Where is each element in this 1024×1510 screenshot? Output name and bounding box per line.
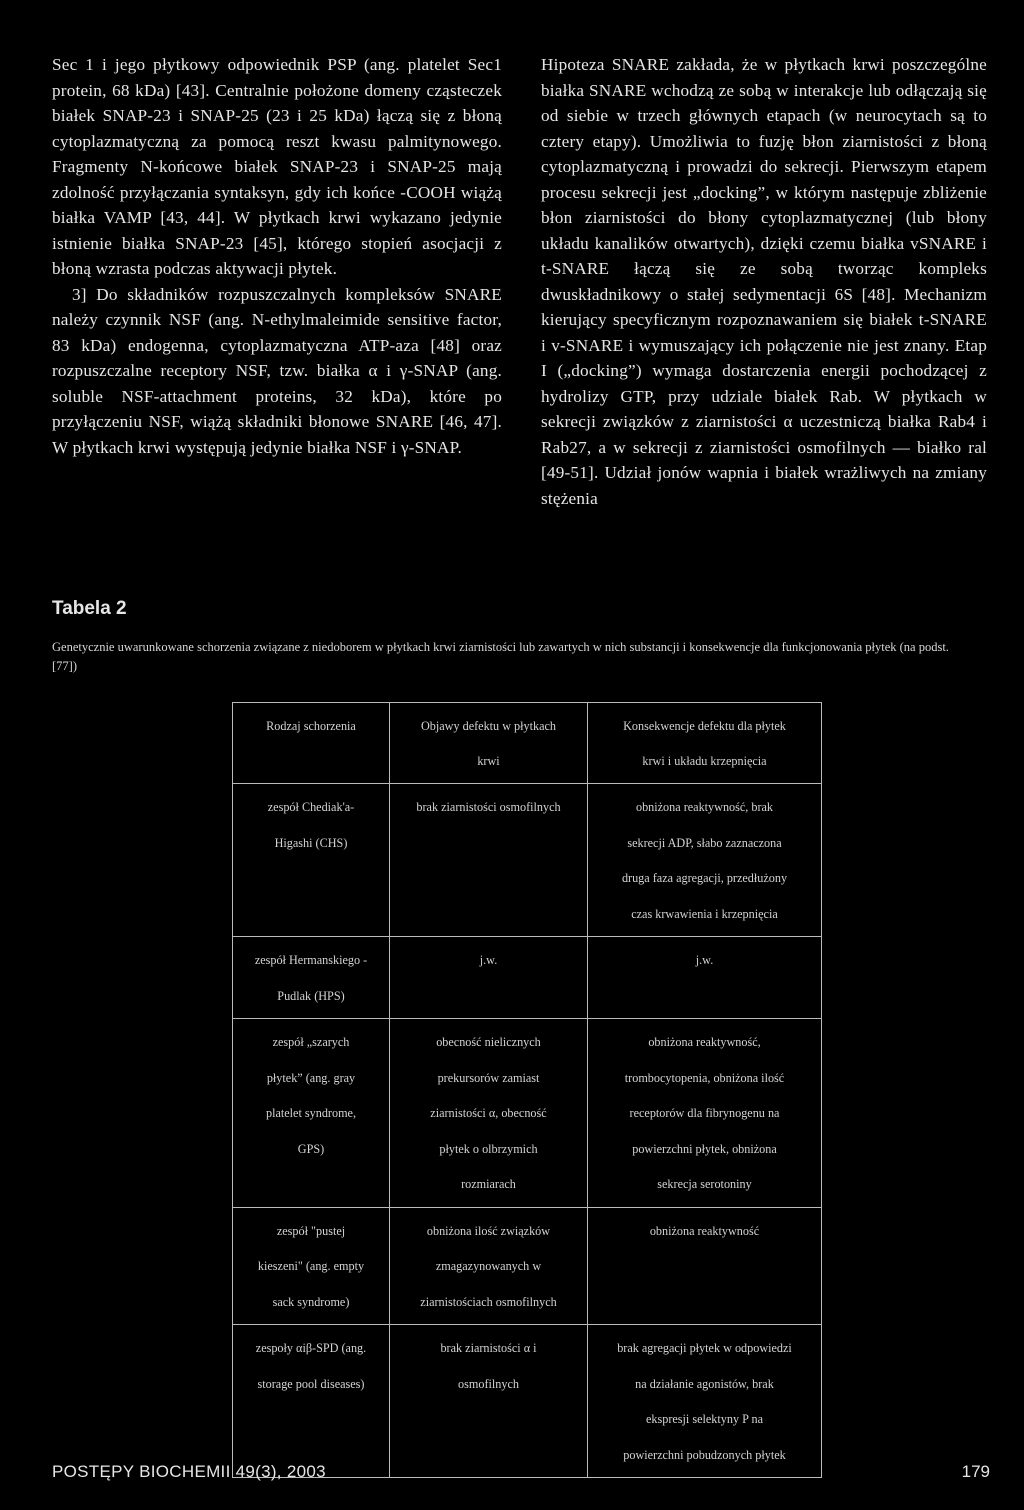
cell-line: czas krwawienia i krzepnięcia	[631, 906, 778, 921]
cell-line: zespół Chediak'a-	[267, 800, 355, 814]
cell-line: powierzchni pobudzonych płytek	[623, 1447, 786, 1462]
cell-line: osmofilnych	[458, 1376, 519, 1391]
left-paragraph-1: Sec 1 i jego płytkowy odpowiednik PSP (ang. platelet Sec1 protein, 68 kDa) [43]. Centralnie położone domeny cząsteczek białek SNAP-23 i SNAP-25 (23 i 25 kDa) łączą się z błoną cytoplazmatyczną za pomocą reszt kwasu palmitynowego. Fragmenty N-końcowe białek SNAP-23 i SNAP-25 mają zdolność przyłączania syntaksyn, gdy ich końce -COOH wiążą białka VAMP [43, 44]. W płytkach krwi wykazano jedynie istnienie białka SNAP-23 [45], którego stopień asocjacji z błoną wzrasta podczas aktywacji płytek.	[52, 55, 502, 278]
table-row	[233, 1207, 822, 1325]
cell-line: trombocytopenia, obniżona ilość	[624, 1070, 785, 1085]
cell-line: obecność nielicznych	[436, 1035, 541, 1049]
cell-line: obniżona reaktywność,	[648, 1035, 761, 1049]
cell-consequences	[588, 1207, 822, 1325]
cell-line: storage pool diseases)	[257, 1376, 365, 1391]
cell-line: zmagazynowanych w	[435, 1259, 542, 1273]
page-number: 179	[961, 1462, 990, 1481]
cell-line: zespół "pustej	[276, 1223, 346, 1238]
table-caption: Genetycznie uwarunkowane schorzenia związane z niedoborem w płytkach krwi ziarnistości lub zawartych w nich substancji i konsekwencje dla funkcjonowania płytek (na podst. [77])	[52, 640, 949, 673]
cell-line: Higashi (CHS)	[274, 835, 348, 850]
cell-line: obniżona reaktywność	[649, 1223, 760, 1238]
journal-footer: POSTĘPY BIOCHEMII 49(3), 2003	[52, 1462, 326, 1481]
table-label: Tabela 2	[52, 598, 127, 619]
left-text-column	[52, 52, 502, 460]
cell-disease	[233, 1019, 390, 1208]
disease-table	[232, 702, 808, 1478]
cell-line: płytek” (ang. gray	[266, 1070, 356, 1085]
cell-line: sekrecja serotoniny	[657, 1177, 752, 1191]
cell-line: powierzchni płytek, obniżona	[632, 1141, 777, 1156]
cell-disease	[233, 937, 390, 1019]
header-line: Rodzaj schorzenia	[266, 719, 356, 733]
cell-symptoms	[390, 1325, 588, 1478]
cell-disease	[233, 1325, 390, 1478]
header-cell-symptoms	[390, 703, 588, 784]
cell-line: brak ziarnistości α i	[440, 1341, 537, 1355]
cell-symptoms	[390, 784, 588, 937]
cell-line: platelet syndrome,	[265, 1106, 357, 1120]
cell-line: rozmiarach	[461, 1177, 516, 1191]
cell-line: brak agregacji płytek w odpowiedzi	[617, 1341, 792, 1355]
cell-symptoms	[390, 937, 588, 1019]
table-row	[233, 937, 822, 1019]
cell-line: sekrecji ADP, słabo zaznaczona	[627, 835, 782, 850]
cell-line: płytek o olbrzymich	[439, 1141, 538, 1156]
table-row	[233, 1325, 822, 1478]
cell-line: ziarnistościach osmofilnych	[420, 1294, 557, 1309]
cell-consequences	[588, 937, 822, 1019]
cell-line: ziarnistości α, obecność	[430, 1106, 547, 1120]
cell-consequences	[588, 1325, 822, 1478]
cell-line: receptorów dla fibrynogenu na	[629, 1106, 780, 1120]
left-paragraph-2: 3] Do składników rozpuszczalnych kompleksów SNARE należy czynnik NSF (ang. N-ethylmaleimide sensitive factor, 83 kDa) endogenna, cytoplazmatyczna ATP-aza [48] oraz rozpuszczalne receptory NSF, tzw. białka α i γ-SNAP (ang. soluble NSF-attachment proteins, 32 kDa), które po przyłączeniu NSF, wiążą składniki błonowe SNARE [46, 47]. W płytkach krwi występują jedynie białka NSF i γ-SNAP.	[52, 284, 502, 457]
header-line: Konsekwencje defektu dla płytek	[623, 719, 786, 733]
cell-line: ekspresji selektyny P na	[645, 1412, 763, 1426]
cell-line: druga faza agregacji, przedłużony	[621, 871, 788, 885]
table-row	[233, 784, 822, 937]
right-paragraph-1: Hipoteza SNARE zakłada, że w płytkach krwi poszczególne białka SNARE wchodzą ze sobą w interakcje lub odłączają się od siebie w trzech głównych etapach (w neurocytach są to cztery etapy). Umożliwia to fuzję błon ziarnistości z błoną cytoplazmatyczną i prowadzi do sekrecji. Pierwszym etapem procesu sekrecji jest „docking”, w którym następuje zbliżenie błon ziarnistości do błony cytoplazmatycznej (lub błony układu kanalików otwartych), dzięki czemu białka vSNARE i t-SNARE łączą się ze sobą tworząc kompleks dwuskładnikowy o stałej sedymentacji 6S [48]. Mechanizm kierujący specyficznym rozpoznawaniem się białek t-SNARE i v-SNARE i wymuszający ich połączenie nie jest znany. Etap I („docking”) wymaga dostarczenia energii pochodzącej z hydrolizy GTP, przy udziale białek Rab. W płytkach w sekrecji związków z ziarnistości α uczestniczą białka Rab4 i Rab27, a w sekrecji z ziarnistości osmofilnych — białko ral [49-51]. Udział jonów wapnia i białek wrażliwych na zmiany stężenia	[541, 55, 987, 508]
cell-line: na działanie agonistów, brak	[635, 1376, 774, 1391]
right-text-column	[541, 52, 987, 511]
cell-disease	[233, 784, 390, 937]
cell-line: zespoły αiβ-SPD (ang.	[255, 1341, 367, 1355]
cell-line: Pudlak (HPS)	[277, 988, 345, 1003]
cell-line: brak ziarnistości osmofilnych	[416, 800, 561, 814]
cell-line: prekursorów zamiast	[437, 1070, 540, 1085]
cell-line: obniżona ilość związków	[426, 1223, 551, 1238]
header-line: Objawy defektu w płytkach	[420, 719, 557, 733]
cell-consequences	[588, 784, 822, 937]
cell-consequences	[588, 1019, 822, 1208]
header-line: krwi	[477, 754, 500, 768]
table-row	[233, 1019, 822, 1208]
cell-line: zespół Hermanskiego -	[254, 953, 368, 967]
cell-line: obniżona reaktywność, brak	[635, 800, 774, 814]
cell-line: zespół „szarych	[272, 1035, 350, 1049]
cell-line: sack syndrome)	[272, 1294, 350, 1309]
cell-disease	[233, 1207, 390, 1325]
header-cell-disease	[233, 703, 390, 784]
cell-line: kieszeni" (ang. empty	[257, 1259, 365, 1273]
cell-line: j.w.	[479, 953, 498, 967]
cell-line: j.w.	[695, 953, 714, 967]
cell-symptoms	[390, 1207, 588, 1325]
cell-line: GPS)	[297, 1141, 325, 1156]
header-cell-consequences	[588, 703, 822, 784]
table-header-row	[233, 703, 822, 784]
table	[232, 702, 822, 1478]
cell-symptoms	[390, 1019, 588, 1208]
header-line: krwi i układu krzepnięcia	[642, 754, 767, 768]
